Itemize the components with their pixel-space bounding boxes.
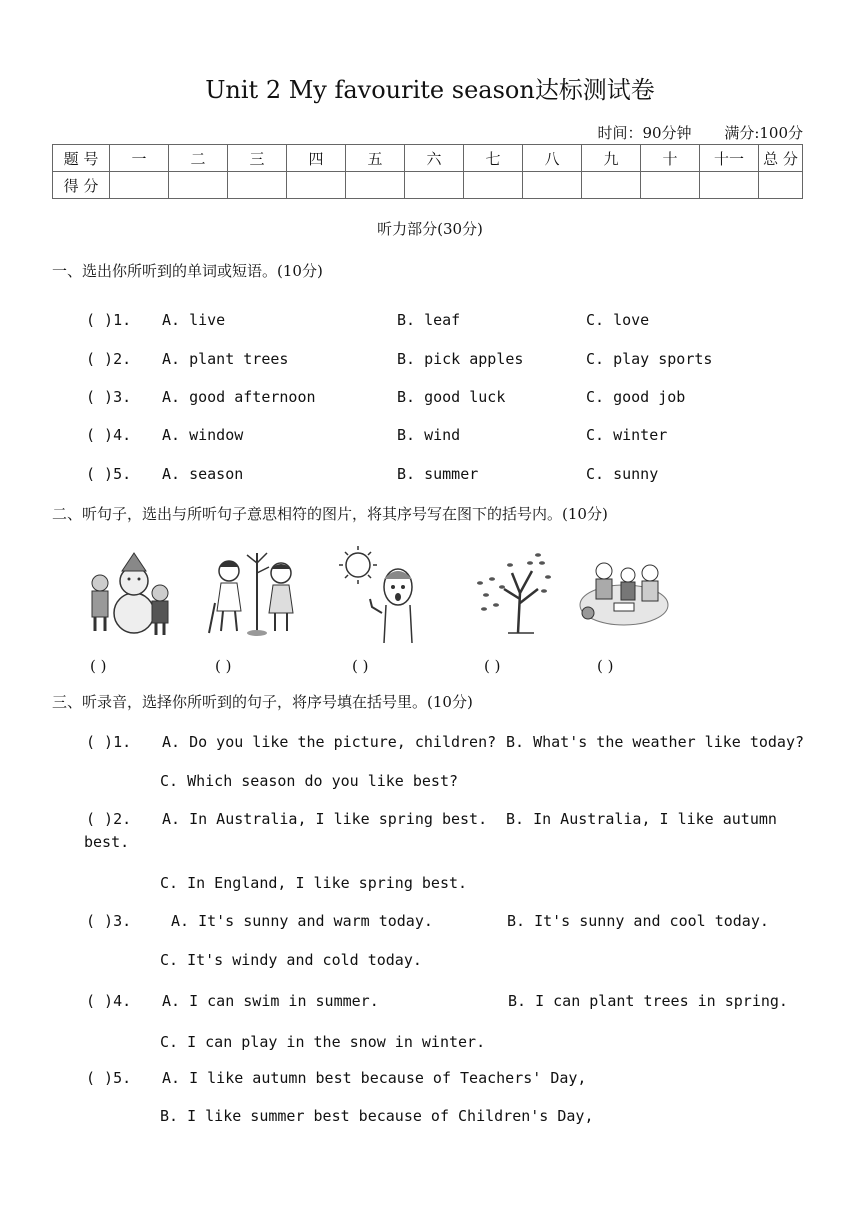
p1-q1-option-a: A. live [162,311,226,329]
p1-q4-option-a: A. window [162,426,244,444]
header-cell: 十 [641,145,700,172]
header-cell: 九 [582,145,641,172]
p1-q4-option-c: C. winter [586,426,668,444]
header-cell: 一 [110,145,169,172]
header-cell: 六 [405,145,464,172]
score-cell[interactable] [641,172,700,199]
header-cell: 总 分 [759,145,803,172]
p3-q4-option-a: A. I can swim in summer. [162,992,379,1010]
part2-heading: 二、听句子，选出与所听句子意思相符的图片，将其序号写在图下的括号内。(10分) [52,505,608,523]
p3-q4-option-c: C. I can play in the snow in winter. [160,1033,486,1051]
header-cell: 十一 [700,145,759,172]
p1-q1-option-c: C. love [586,311,650,329]
header-cell: 三 [228,145,287,172]
answer-paren-3[interactable]: ( ) [352,657,369,675]
header-cell: 四 [287,145,346,172]
header-cell: 二 [169,145,228,172]
p3-q4-option-b: B. I can plant trees in spring. [508,992,788,1010]
p3-q5-option-a: A. I like autumn best because of Teachers' Day, [162,1069,587,1087]
p3-q4-number: ( )4. [86,992,132,1010]
p3-q2-number: ( )2. [86,810,132,828]
p1-q2-option-b: B. pick apples [397,350,524,368]
p3-q2-option-b: B. In Australia, I like autumn [506,810,777,828]
answer-paren-4[interactable]: ( ) [484,657,501,675]
part3-heading: 三、听录音，选择你所听到的句子，将序号填在括号里。(10分) [52,693,473,711]
autumn-tree-picture-icon [472,543,572,643]
header-cell: 题 号 [53,145,110,172]
p1-q2-option-c: C. play sports [586,350,713,368]
score-label-cell: 得 分 [53,172,110,199]
p3-q2-option-c: C. In England, I like spring best. [160,874,468,892]
p1-q3-number: ( )3. [86,388,132,406]
answer-paren-1[interactable]: ( ) [90,657,107,675]
time-limit: 时间：90分钟 [597,124,692,142]
score-cell[interactable] [110,172,169,199]
p1-q5-number: ( )5. [86,465,132,483]
p1-q2-number: ( )2. [86,350,132,368]
p1-q5-option-c: C. sunny [586,465,659,483]
page-title: Unit 2 My favourite season达标测试卷 [205,76,655,104]
part1-heading: 一、选出你所听到的单词或短语。(10分) [52,262,323,280]
p3-q1-option-b: B. What's the weather like today? [506,733,805,751]
score-cell[interactable] [523,172,582,199]
score-cell[interactable] [228,172,287,199]
p3-q5-number: ( )5. [86,1069,132,1087]
answer-paren-2[interactable]: ( ) [215,657,232,675]
score-cell[interactable] [346,172,405,199]
score-table [52,144,803,199]
p1-q3-option-c: C. good job [586,388,686,406]
p3-q3-option-c: C. It's windy and cold today. [160,951,422,969]
score-table-header-row [53,145,803,172]
score-cell[interactable] [464,172,523,199]
p3-q1-option-a: A. Do you like the picture, children? [162,733,497,751]
header-cell: 八 [523,145,582,172]
score-table-score-row [53,172,803,199]
exam-meta [569,122,803,143]
p3-q3-number: ( )3. [86,912,132,930]
p1-q3-option-a: A. good afternoon [162,388,316,406]
p1-q1-option-b: B. leaf [397,311,461,329]
score-cell[interactable] [287,172,346,199]
p1-q2-option-a: A. plant trees [162,350,289,368]
p3-q1-number: ( )1. [86,733,132,751]
p1-q3-option-b: B. good luck [397,388,506,406]
header-cell: 五 [346,145,405,172]
score-cell[interactable] [700,172,759,199]
listening-section-header: 听力部分(30分) [377,220,483,238]
p3-q2-option-b-continued: best. [84,833,130,851]
snowman-picture-icon [82,543,182,643]
p1-q1-number: ( )1. [86,311,132,329]
p1-q4-option-b: B. wind [397,426,461,444]
p1-q5-option-a: A. season [162,465,244,483]
plant-tree-picture-icon [205,543,305,643]
p3-q5-option-b: B. I like summer best because of Children's Day, [160,1107,594,1125]
score-cell[interactable] [582,172,641,199]
score-cell[interactable] [169,172,228,199]
picnic-picture-icon [574,543,674,643]
p1-q4-number: ( )4. [86,426,132,444]
sunny-hot-picture-icon [336,543,436,643]
p1-q5-option-b: B. summer [397,465,479,483]
p3-q1-option-c: C. Which season do you like best? [160,772,459,790]
score-cell[interactable] [405,172,464,199]
p3-q2-option-a: A. In Australia, I like spring best. [162,810,488,828]
header-cell: 七 [464,145,523,172]
p3-q3-option-b: B. It's sunny and cool today. [507,912,769,930]
score-cell[interactable] [759,172,803,199]
full-score: 满分:100分 [724,124,803,142]
answer-paren-5[interactable]: ( ) [597,657,614,675]
p3-q3-option-a: A. It's sunny and warm today. [171,912,433,930]
